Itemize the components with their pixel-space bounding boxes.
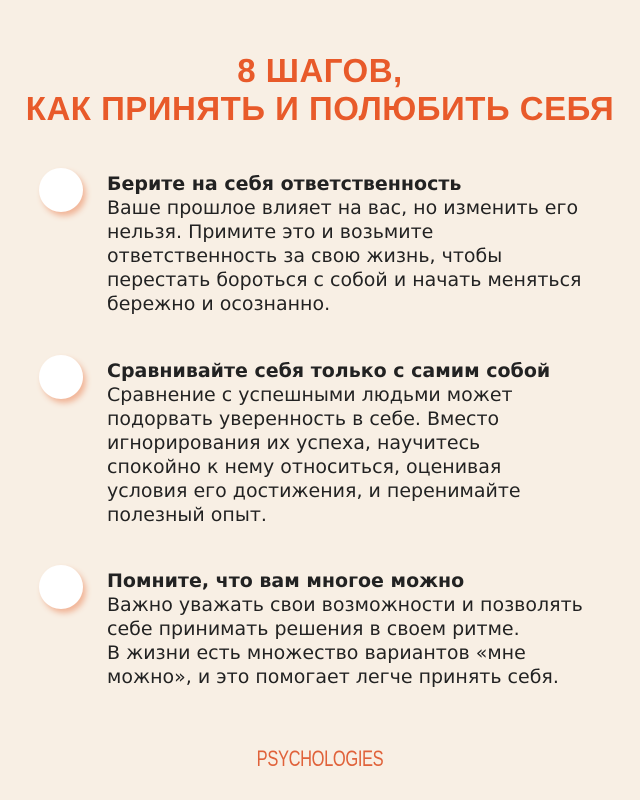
text-line: В жизни есть множество вариантов «мне xyxy=(107,642,526,664)
text-line: игнорирования их успеха, научитесь xyxy=(107,432,481,454)
step-heading: Помните, что вам многое можно xyxy=(107,570,465,592)
title-line-2: КАК ПРИНЯТЬ И ПОЛЮБИТЬ СЕБЯ xyxy=(25,90,615,127)
step-heading: Берите на себя ответственность xyxy=(107,173,462,195)
text-line: бережно и осознанно. xyxy=(107,293,331,315)
circle-bullet-icon xyxy=(39,168,83,212)
page-title xyxy=(0,52,640,128)
step-heading: Сравнивайте себя только с самим собой xyxy=(107,360,551,382)
text-line: Сравнение с успешными людьми может xyxy=(107,384,513,406)
circle-bullet-icon xyxy=(39,565,83,609)
step-1 xyxy=(107,172,627,316)
text-line: полезный опыт. xyxy=(107,504,267,526)
text-line: нельзя. Примите это и возьмите xyxy=(107,221,434,243)
circle-bullet-icon xyxy=(39,355,83,399)
step-3 xyxy=(107,569,627,689)
step-text xyxy=(107,383,627,527)
text-line: ответственность за свою жизнь, чтобы xyxy=(107,245,503,267)
title-line-1: 8 ШАГОВ, xyxy=(237,52,403,89)
psychologies-logo: PSYCHOLOGIES xyxy=(256,746,384,771)
text-line: Ваше прошлое влияет на вас, но изменить его xyxy=(107,197,579,219)
text-line: условия его достижения, и перенимайте xyxy=(107,480,521,502)
text-line: Важно уважать свои возможности и позволять xyxy=(107,594,583,616)
text-line: перестать бороться с собой и начать меняться xyxy=(107,269,582,291)
text-line: подорвать уверенность в себе. Вместо xyxy=(107,408,500,430)
step-text xyxy=(107,593,627,689)
text-line: себе принимать решения в своем ритме. xyxy=(107,618,520,640)
step-2 xyxy=(107,359,627,527)
text-line: можно», и это помогает легче принять себя. xyxy=(107,666,559,688)
text-line: спокойно к нему относиться, оценивая xyxy=(107,456,502,478)
step-text xyxy=(107,196,627,316)
